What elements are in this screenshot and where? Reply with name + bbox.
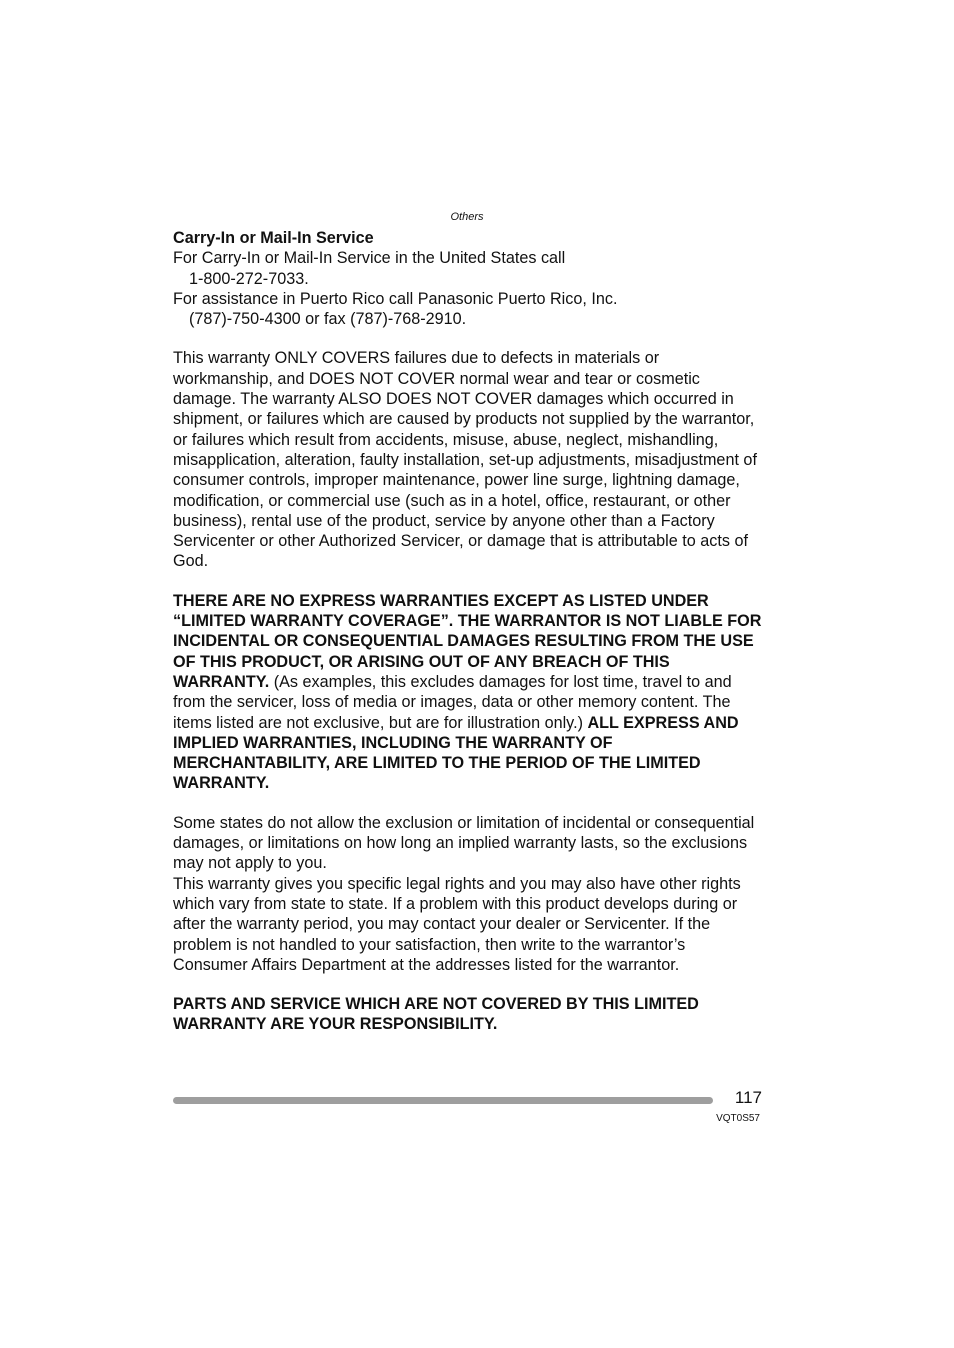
disclaimer-examples: (As examples, this excludes damages for lost time, travel to and from the servicer, loss of media or images, data or other memory content. The items listed are not exclusive, but are for illustration only.) xyxy=(173,672,732,732)
page-number: 117 xyxy=(734,1088,762,1107)
disclaimer-bold-outro: ALL EXPRESS AND IMPLIED WARRANTIES, INCLUDING THE WARRANTY OF MERCHANTABILITY, ARE LIMITED TO THE PERIOD OF THE LIMITED WARRANTY. xyxy=(173,713,739,793)
pr-phone: (787)-750-4300 or fax (787)-768-2910. xyxy=(189,310,467,329)
disclaimer-bold-intro: THERE ARE NO EXPRESS WARRANTIES EXCEPT AS LISTED UNDER “LIMITED WARRANTY COVERAGE”. THE WARRANTOR IS NOT LIABLE FOR INCIDENTAL OR CONSEQUENTIAL DAMAGES RESULTING FROM THE USE OF THIS PRODUCT, OR ARISING OUT OF ANY BREACH OF THIS WARRANTY. xyxy=(173,591,762,691)
warranty-content xyxy=(173,228,763,1035)
legal-rights-paragraph: This warranty gives you specific legal rights and you may also have other rights which vary from state to state. If a problem with this product develops during or after the warranty period, you may contact your dealer or Servicenter. If the problem is not handled to your satisfaction, then write to the warrantor’s Consumer Affairs Department at the addresses listed for the warrantor. xyxy=(173,874,741,974)
pr-service-line: For assistance in Puerto Rico call Panasonic Puerto Rico, Inc. xyxy=(173,289,618,308)
document-code: VQT0S57 xyxy=(716,1113,760,1124)
states-paragraph: Some states do not allow the exclusion or limitation of incidental or consequential damages, or limitations on how long an implied warranty lasts, so the exclusions may not apply to you. xyxy=(173,813,755,873)
footer-divider xyxy=(173,1097,713,1104)
coverage-paragraph: This warranty ONLY COVERS failures due to defects in materials or workmanship, and DOES NOT COVER normal wear and tear or cosmetic damage. The warranty ALSO DOES NOT COVER damages which occurred in shipment, or failures which are caused by products not supplied by the warrantor, or failures which result from accidents, misuse, abuse, neglect, mishandling, misapplication, alteration, faulty installation, set-up adjustments, misadjustment of consumer controls, improper maintenance, power line surge, lightning damage, modification, or commercial use (such as in a hotel, office, restaurant, or other business), rental use of the product, service by anyone other than a Factory Servicenter or other Authorized Servicer, or damage that is attributable to acts of God. xyxy=(173,349,757,571)
responsibility-paragraph: PARTS AND SERVICE WHICH ARE NOT COVERED BY THIS LIMITED WARRANTY ARE YOUR RESPONSIBILITY. xyxy=(173,995,699,1034)
service-heading: Carry-In or Mail-In Service xyxy=(173,229,374,247)
section-label: Others xyxy=(450,211,484,223)
disclaimer-paragraph xyxy=(173,591,763,794)
us-service-line: For Carry-In or Mail-In Service in the United States call xyxy=(173,249,566,268)
us-phone: 1-800-272-7033. xyxy=(189,269,309,288)
